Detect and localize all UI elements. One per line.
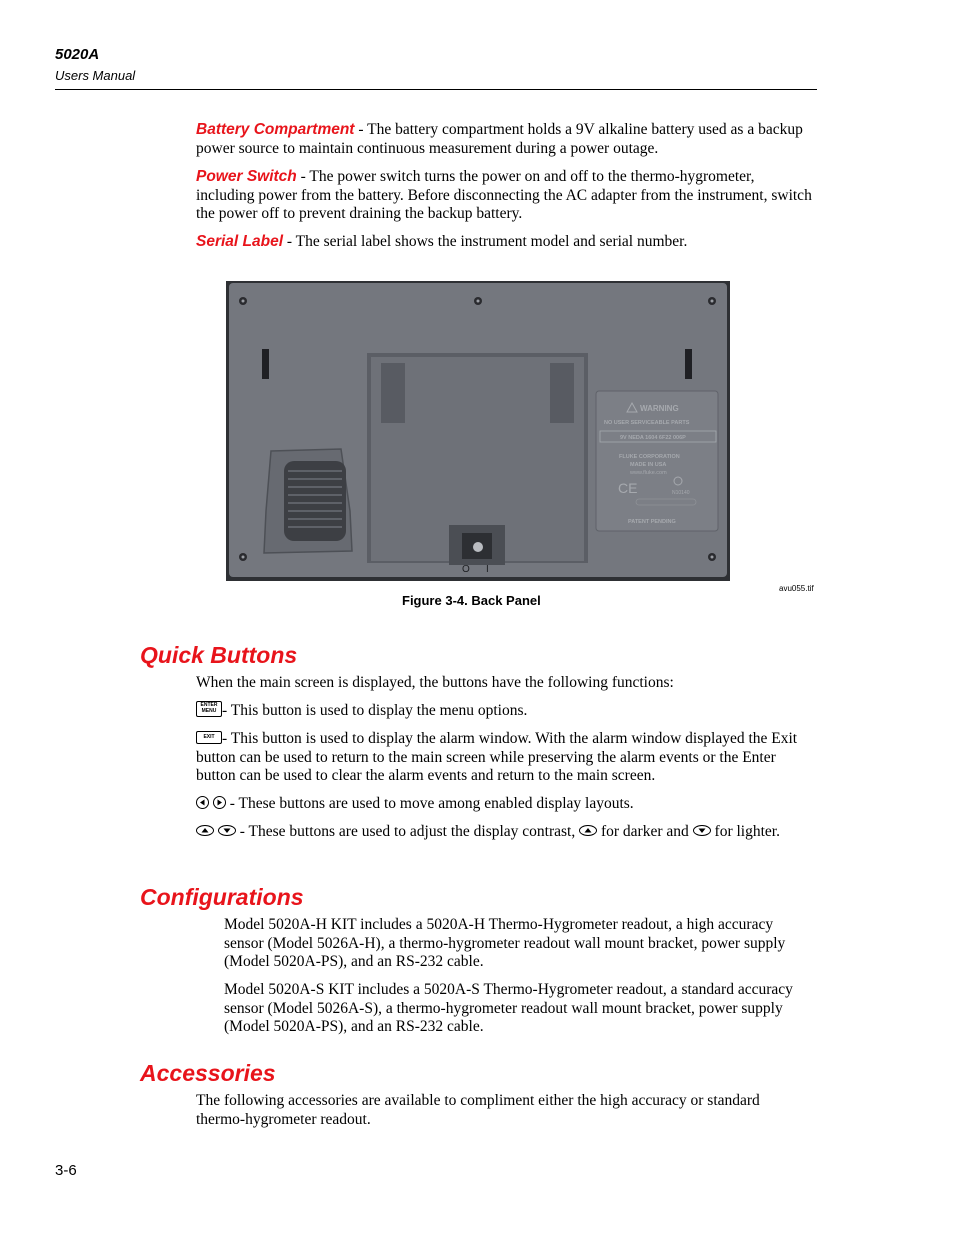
down-arrow-icon bbox=[218, 825, 236, 836]
back-panel-illustration bbox=[226, 281, 730, 581]
label-no-user-parts: NO USER SERVICEABLE PARTS bbox=[604, 420, 690, 426]
down-arrow-inline-icon bbox=[693, 825, 711, 836]
quick-intro: When the main screen is displayed, the buttons have the following functions: bbox=[196, 674, 674, 691]
label-battery-spec: 9V NEDA 1604 6F22 006P bbox=[620, 435, 686, 441]
quick-buttons-heading: Quick Buttons bbox=[140, 642, 298, 668]
config-paragraph-h: Model 5020A-H KIT includes a 5020A-H Thermo-Hygrometer readout, a high accuracy sensor (Model 5026A-H), a thermo-hygrometer readout wall mount bracket, power supply (Model 5020A-PS), and an RS-232 cable. bbox=[224, 916, 786, 971]
exit-item bbox=[196, 730, 816, 786]
power-switch-text: - The power switch turns the power on and off to the thermo-hygrometer, including power from the battery. Before disconnecting the AC adapter from the instrument, switch the power off to prevent draining the backup battery. bbox=[196, 168, 812, 223]
battery-compartment-term: Battery Compartment bbox=[196, 121, 355, 138]
enter-key-label: ENTER bbox=[200, 702, 218, 709]
left-arrow-icon bbox=[196, 796, 209, 809]
battery-compartment-text: - The battery compartment holds a 9V alkaline battery used as a backup power source to maintain continuous measurement during a power outage. bbox=[196, 121, 803, 157]
enter-menu-item bbox=[196, 702, 816, 721]
manual-subtitle: Users Manual bbox=[55, 68, 136, 83]
label-patent: PATENT PENDING bbox=[628, 519, 676, 525]
label-made-in: MADE IN USA bbox=[630, 462, 667, 468]
manual-model: 5020A bbox=[55, 46, 100, 63]
back-panel-figure bbox=[226, 281, 730, 581]
label-warning: WARNING bbox=[640, 404, 679, 413]
exit-key-label: EXIT bbox=[203, 733, 215, 740]
up-down-item bbox=[196, 823, 816, 842]
up-down-text-3: for lighter. bbox=[710, 823, 780, 840]
label-ce-mark: CE bbox=[618, 480, 638, 496]
header-rule bbox=[55, 89, 817, 90]
configurations-heading: Configurations bbox=[140, 884, 304, 910]
page-number: 3-6 bbox=[55, 1162, 77, 1179]
label-corporation: FLUKE CORPORATION bbox=[619, 454, 680, 460]
figure-caption: Figure 3-4. Back Panel bbox=[402, 593, 541, 608]
enter-menu-text: - This button is used to display the menu options. bbox=[222, 702, 528, 719]
serial-label-item bbox=[196, 233, 816, 252]
right-arrow-icon bbox=[213, 796, 226, 809]
menu-key-label: MENU bbox=[201, 707, 217, 714]
left-right-item bbox=[196, 795, 816, 814]
switch-on-label: I bbox=[486, 564, 489, 575]
exit-text: - This button is used to display the alarm window. With the alarm window displayed the Exit button can be used to return to the main screen while preserving the alarm events or the Enter button can be used to clear the alarm events and return to the main screen. bbox=[196, 730, 798, 785]
battery-compartment-item bbox=[196, 121, 816, 158]
serial-label-text: - The serial label shows the instrument model and serial number. bbox=[283, 233, 688, 250]
power-switch-item bbox=[196, 168, 816, 224]
up-down-text-1: - These buttons are used to adjust the display contrast, bbox=[235, 823, 580, 840]
figure-filename: avu055.tif bbox=[779, 584, 814, 593]
label-code: N10140 bbox=[672, 490, 690, 496]
up-arrow-icon bbox=[196, 825, 214, 836]
config-paragraph-s: Model 5020A-S KIT includes a 5020A-S Thermo-Hygrometer readout, a standard accuracy sensor (Model 5026A-S), a thermo-hygrometer readout wall mount bracket, power supply (Model 5020A-PS), and an RS-232 cable. bbox=[224, 981, 793, 1036]
up-arrow-inline-icon bbox=[579, 825, 597, 836]
accessories-paragraph: The following accessories are available to compliment either the high accuracy or standard thermo-hygrometer readout. bbox=[196, 1092, 760, 1128]
exit-key-icon bbox=[196, 731, 222, 744]
switch-off-label: O bbox=[462, 564, 470, 575]
power-switch-term: Power Switch bbox=[196, 168, 297, 185]
left-right-text: - These buttons are used to move among enabled display layouts. bbox=[225, 795, 634, 812]
enter-menu-key-icon bbox=[196, 701, 222, 717]
serial-label-term: Serial Label bbox=[196, 233, 284, 250]
label-web: www.fluke.com bbox=[630, 470, 667, 476]
accessories-heading: Accessories bbox=[140, 1060, 276, 1086]
up-down-text-2: for darker and bbox=[597, 823, 693, 840]
